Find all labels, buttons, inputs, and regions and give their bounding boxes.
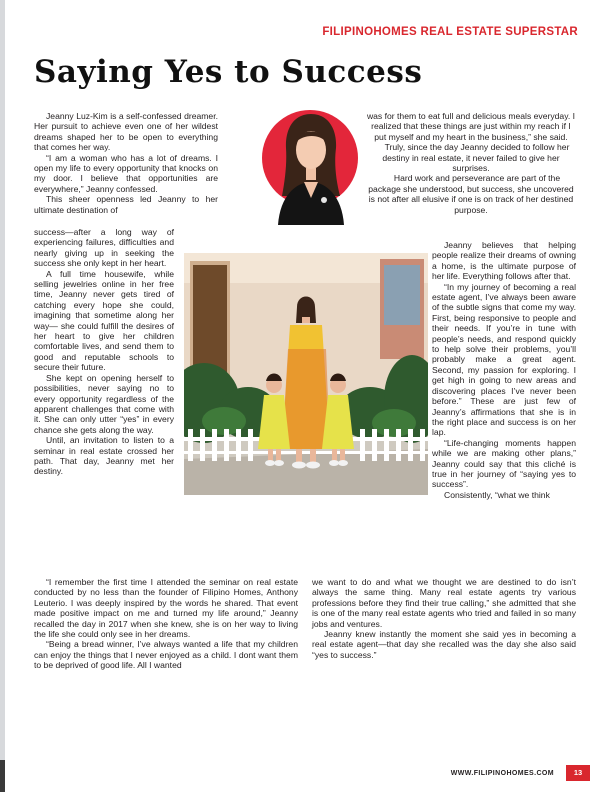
paragraph: “In my journey of becoming a real estate agent, I’ve always been aware of the subtle signs that come my way. First, being responsive to people and their needs. If you’re in tune with people’s needs, and respond quickly to help solve their problems, you’ll probably make a great agent. Second, my passion for exploring. I get high in going to new areas and discovering places I’ve never been before.” These are just few of Jeanny’s affirmations that she is in the right place and success is on her lap. — [432, 281, 576, 438]
page-number-badge: 13 — [566, 765, 590, 781]
paragraph: Until, an invitation to listen to a seminar in real estate crossed her path. That day, Jeanny met her destiny. — [34, 435, 174, 477]
portrait — [262, 100, 358, 225]
paragraph: Jeanny knew instantly the moment she said yes in becoming a real estate agent—that day she recalled was the day she also said “yes to success.” — [312, 629, 576, 660]
column-2-top — [366, 111, 576, 215]
footer-website-url: WWW.FILIPINOHOMES.COM — [450, 770, 554, 777]
family-photo — [184, 253, 428, 495]
page-edge-mark — [0, 760, 5, 792]
paragraph: Hard work and perseverance are part of the package she understood, but success, she uncovered is not after all elusive if one is on track of her destined purpose. — [368, 173, 574, 215]
column-2-bottom — [432, 240, 576, 500]
paragraph: “I remember the first time I attended the seminar on real estate conducted by no less than the founder of Filipino Homes, Anthony Leuterio. I was deeply inspired by the words he shared. That event made positive impact on me and turned my life around,” Jeanny recalled the day in 2017 when she knew, she is on her way to living the life she could only see in her dreams. — [34, 577, 298, 640]
column-1-bottom — [34, 227, 174, 477]
family-photo-illustration — [184, 253, 428, 495]
paragraph: She kept on opening herself to possibilities, never saying no to every opportunity regardless of the apparent challenges that come with it. She can only utter “yes” in every chance she gets along the way. — [34, 372, 174, 435]
paragraph: “Life-changing moments happen while we are making other plans,” Jeanny could say that this cliché is true in her journey of “saying yes to success”. — [432, 437, 576, 490]
portrait-person-illustration — [268, 100, 354, 225]
paragraph: “Being a bread winner, I’ve always wanted a life that my children can enjoy the things that I never enjoyed as a child. I dont want them to be deprived of good life. All I wanted — [34, 639, 298, 671]
bottom-columns — [34, 577, 576, 697]
paragraph: was for them to eat full and delicious meals everyday. I realized that these things are just within my reach if I put myself and my heart in the business,” she said. — [366, 111, 576, 142]
paragraph: Truly, since the day Jeanny decided to follow her destiny in real estate, it never failed to give her surprises. — [382, 142, 570, 174]
article-title: Saying Yes to Success — [34, 54, 423, 90]
paragraph: Jeanny believes that helping people realize their dreams of owning a home, is the ultimate purpose of her life. Everything follows after that. — [432, 240, 576, 282]
paragraph: success—after a long way of experiencing failures, difficulties and nearly giving up in seeking the success she only kept in her heart. — [34, 227, 174, 269]
page-edge-bar — [0, 0, 5, 792]
paragraph: Consistently, “what we think — [444, 489, 550, 500]
column-1-top — [34, 111, 218, 215]
paragraph: we want to do and what we thought we are destined to do isn’t always the same thing. Many real estate agents try various professions before they find their true calling,” she admitted that she is one of the many real estate agents who tried and failed in so many jobs and ventures. — [312, 577, 576, 629]
paragraph: “I am a woman who has a lot of dreams. I open my life to every opportunity that knocks on my door. I believe that opportunities are everywhere,” Jeanny confessed. — [34, 152, 218, 194]
paragraph: A full time housewife, while selling jewelries online in her free time, Jeanny never gets tired of catching every hope she could, imagining that sometime along her way— she could fulfill the desires of her heart to give her children comfortable lives, and send them to good and reputable schools to secure their future. — [34, 268, 174, 373]
section-kicker: FILIPINOHOMES REAL ESTATE SUPERSTAR — [322, 26, 578, 38]
paragraph: Jeanny Luz-Kim is a self-confessed dreamer. Her pursuit to achieve even one of her wildest dreams shaped her to be open to everything that comes her way. — [34, 111, 218, 153]
paragraph: This sheer openness led Jeanny to her ultimate destination of — [34, 194, 218, 215]
